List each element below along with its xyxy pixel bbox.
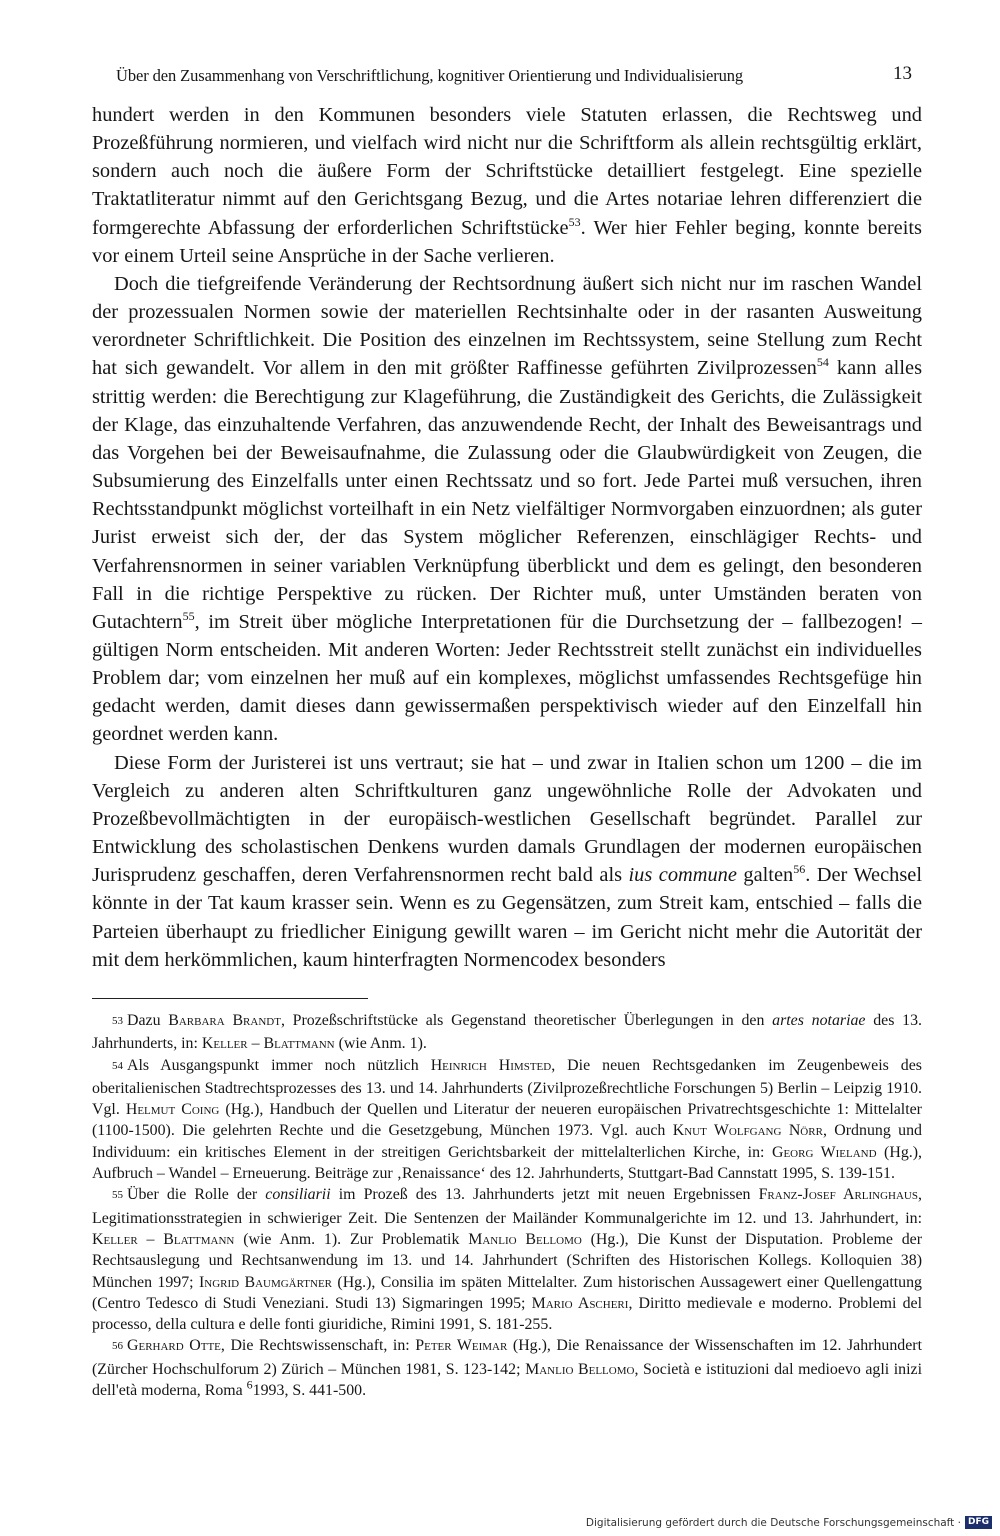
author-name: Helmut Coing	[125, 1101, 220, 1119]
digitization-credit	[586, 1516, 992, 1529]
running-title: Über den Zusammenhang von Verschriftlichung, kognitiver Orientierung und Individualisierung	[116, 66, 744, 85]
author-name: Keller – Blattmann	[201, 1035, 335, 1053]
footnote-ref-54[interactable]: 54	[816, 355, 829, 370]
credit-text: Digitalisierung gefördert durch die Deutsche Forschungsgemeinschaft ·	[585, 1516, 961, 1529]
footnote-rule	[92, 998, 368, 999]
footnote-ref-56[interactable]: 56	[793, 862, 806, 877]
footnote-number: 56	[112, 1340, 123, 1353]
author-name: Manlio Bellomo	[468, 1230, 582, 1248]
author-name: Gerhard Otte	[127, 1337, 221, 1355]
footnote-55: 55 Über die Rolle der consiliarii im Prozeß des 13. Jahrhunderts jetzt mit neuen Ergebnissen Franz-Josef Arlinghaus, Legitimationsstrategien in schwieriger Zeit. Die Sentenzen der Mailänder Kommunalgerichte im 12. und 13. Jahrhundert, in: Keller – Blattmann (wie Anm. 1). Zur Problematik Manlio Bellomo (Hg.), Die Kunst der Disputation. Probleme der Rechtsauslegung und Rechtsanwendung im 13. und 14. Jahrhundert (Schriften des Historischen Kollegs. Kolloquien 38) München 1997; Ingrid Baumgärtner (Hg.), Consilia im späten Mittelalter. Zum historischen Aussagewert einer Quellengattung (Centro Tedesco di Studi Veneziani. Studi 13) Sigmaringen 1995; Mario Ascheri, Diritto medievale e moderno. Problemi del processo, della cultura e delle fonti giuridiche, Rimini 1991, S. 181-255.	[92, 1186, 922, 1334]
footnote-number: 55	[112, 1189, 123, 1202]
paragraph-3: Diese Form der Juristerei ist uns vertraut; sie hat – und zwar in Italien schon um 1200 – die im Vergleich zu anderen alten Schriftkulturen ganz ungewöhnliche Rolle der Advokaten und Prozeßbevollmächtigten in der europäisch-westlichen Gesellschaft begründet. Parallel zur Entwicklung des scholastischen Denkens wurden damals Grundlagen der modernen europäischen Jurisprudenz geschaffen, deren Verfahrensnormen recht bald als ius commune galten$^{56}$. Der Wechsel könnte in der Tat kaum krasser sein. Wenn es zu Gegensätzen, zum Streit kam, entschied – falls die Parteien überhaupt zu friedlicher Einigung gewillt waren – im Gericht nicht mehr die Autorität der mit dem herkömmlichen, kaum hinterfragten Normencodex besonders	[92, 751, 923, 971]
author-name: Peter Weimar	[415, 1337, 508, 1355]
dfg-logo: DFG	[965, 1516, 992, 1529]
author-name: Georg Wieland	[771, 1143, 877, 1161]
author-name: Heinrich Himsted	[430, 1056, 552, 1074]
author-name: Manlio Bellomo	[525, 1360, 635, 1378]
footnote-53: 53 Dazu Barbara Brandt, Prozeßschriftstücke als Gegenstand theoretischer Überlegungen in den artes notariae des 13. Jahrhunderts, in: Keller – Blattmann (wie Anm. 1).	[92, 1012, 923, 1053]
body-text	[92, 101, 922, 974]
footnote-54: 54 Als Ausgangspunkt immer noch nützlich Heinrich Himsted, Die neuen Rechtsgedanken im Zeugenbeweis des oberitalienischen Stadtrechtsprozesses des 13. und 14. Jahrhunderts (Zivilprozeßrechtliche Forschungen 5) Berlin – Leipzig 1910. Vgl. Helmut Coing (Hg.), Handbuch der Quellen und Literatur der neueren europäischen Privatrechtsgeschichte 1: Mittelalter (1100-1500). Die gelehrten Rechte und die Gesetzgebung, München 1973. Vgl. auch Knut Wolfgang Nörr, Ordnung und Individuum: ein kritisches Element in der streitigen Gerichtsbarkeit der mittelalterlichen Kirche, in: Georg Wieland (Hg.), Aufbruch – Wandel – Erneuerung. Beiträge zur ‚Renaissance‘ des 12. Jahrhunderts, Stuttgart-Bad Cannstatt 1995, S. 139-151.	[92, 1056, 923, 1183]
author-name: Knut Wolfgang Nörr	[672, 1122, 823, 1140]
footnote-ref-53[interactable]: 53	[568, 214, 581, 229]
author-name: Franz-Josef Arlinghaus	[758, 1186, 918, 1204]
footnote-56: 56 Gerhard Otte, Die Rechtswissenschaft, in: Peter Weimar (Hg.), Die Renaissance der Wissenschaften im 12. Jahrhundert (Zürcher Hochschulforum 2) Zürich – München 1981, S. 123-142; Manlio Bellomo, Società e istituzioni dal medioevo agli inizi dell'età moderna, Roma $^6$1993, S. 441-500.	[92, 1337, 923, 1400]
footnote-number: 54	[112, 1059, 123, 1072]
footnote-ref-55[interactable]: 55	[182, 609, 195, 624]
footnotes	[92, 1010, 922, 1401]
page-number: 13	[893, 63, 912, 84]
italic-term: ius commune	[628, 864, 737, 887]
paragraph-2: Doch die tiefgreifende Veränderung der Rechtsordnung äußert sich nicht nur im raschen Wandel der prozessualen Normen sowie der materiellen Rechtsinhalte oder in der rasanten Ausweitung verordneter Schriftlichkeit. Die Position des einzelnen im Rechtssystem, seine Stellung zum Recht hat sich gewandelt. Vor allem in den mit größter Raffinesse geführten Zivilprozessen$^{54}$ kann alles strittig werden: die Berechtigung zur Klageführung, die Zuständigkeit des Gerichts, die Zulässigkeit der Klage, das einzuhaltende Verfahren, das anzuwendende Recht, der Inhalt des Beweisantrags und das Vorgehen bei der Beweisaufnahme, die Zulassung oder die Glaubwürdigkeit von Zeugen, die Subsumierung des Einzelfalls unter einen Rechtssatz und so fort. Jede Partei muß versuchen, ihren Rechtsstandpunkt möglichst vorteilhaft in ein Netz vielfältiger Normvorgaben einzuordnen; als guter Jurist erweist sich der, der das System möglicher Referenzen, einschlägiger Rechts- und Verfahrensnormen in seiner variablen Verknüpfung überblickt und dem es gelingt, den besonderen Fall in die richtige Perspektive zu rücken. Der Richter muß, unter Umständen beraten von Gutachtern$^{55}$, im Streit über mögliche Interpretationen für die Durchsetzung der – fallbezogen! – gültigen Norm entscheiden. Mit anderen Worten: Jeder Rechtsstreit stellt zunächst ein individuelles Problem dar; vom einzelnen her muß auf ein komplexes, möglichst umfassendes Rechtsgefüge hin gedacht werden, damit dieses dann gewissermaßen perspektivisch wieder auf den Einzelfall hin geordnet werden kann.	[92, 272, 922, 746]
author-name: Ingrid Baumgärtner	[198, 1273, 333, 1291]
footnote-number: 53	[112, 1015, 123, 1027]
paragraph-1: hundert werden in den Kommunen besonders viele Statuten erlassen, die Rechtsweg und Prozeßführung normieren, und vielfach wird nicht nur die Schriftform als allein rechtsgültig erklärt, sondern auch noch die äußere Form der Schriftstücke detailliert festgelegt. Eine spezielle Traktatliteratur nimmt auf den Gerichtsgang Bezug, und die Artes notariae lehren differenziert die formgerechte Abfassung der erforderlichen Schriftstücke$^{53}$. Wer hier Fehler beging, konnte bereits vor einem Urteil seine Ansprüche in der Sache verlieren.	[92, 104, 922, 267]
author-name: Barbara Brandt	[168, 1012, 281, 1029]
running-head	[92, 60, 922, 90]
author-name: Mario Ascheri	[531, 1294, 629, 1312]
author-name: Keller – Blattmann	[92, 1230, 235, 1248]
edition-superscript: 6	[246, 1377, 253, 1392]
